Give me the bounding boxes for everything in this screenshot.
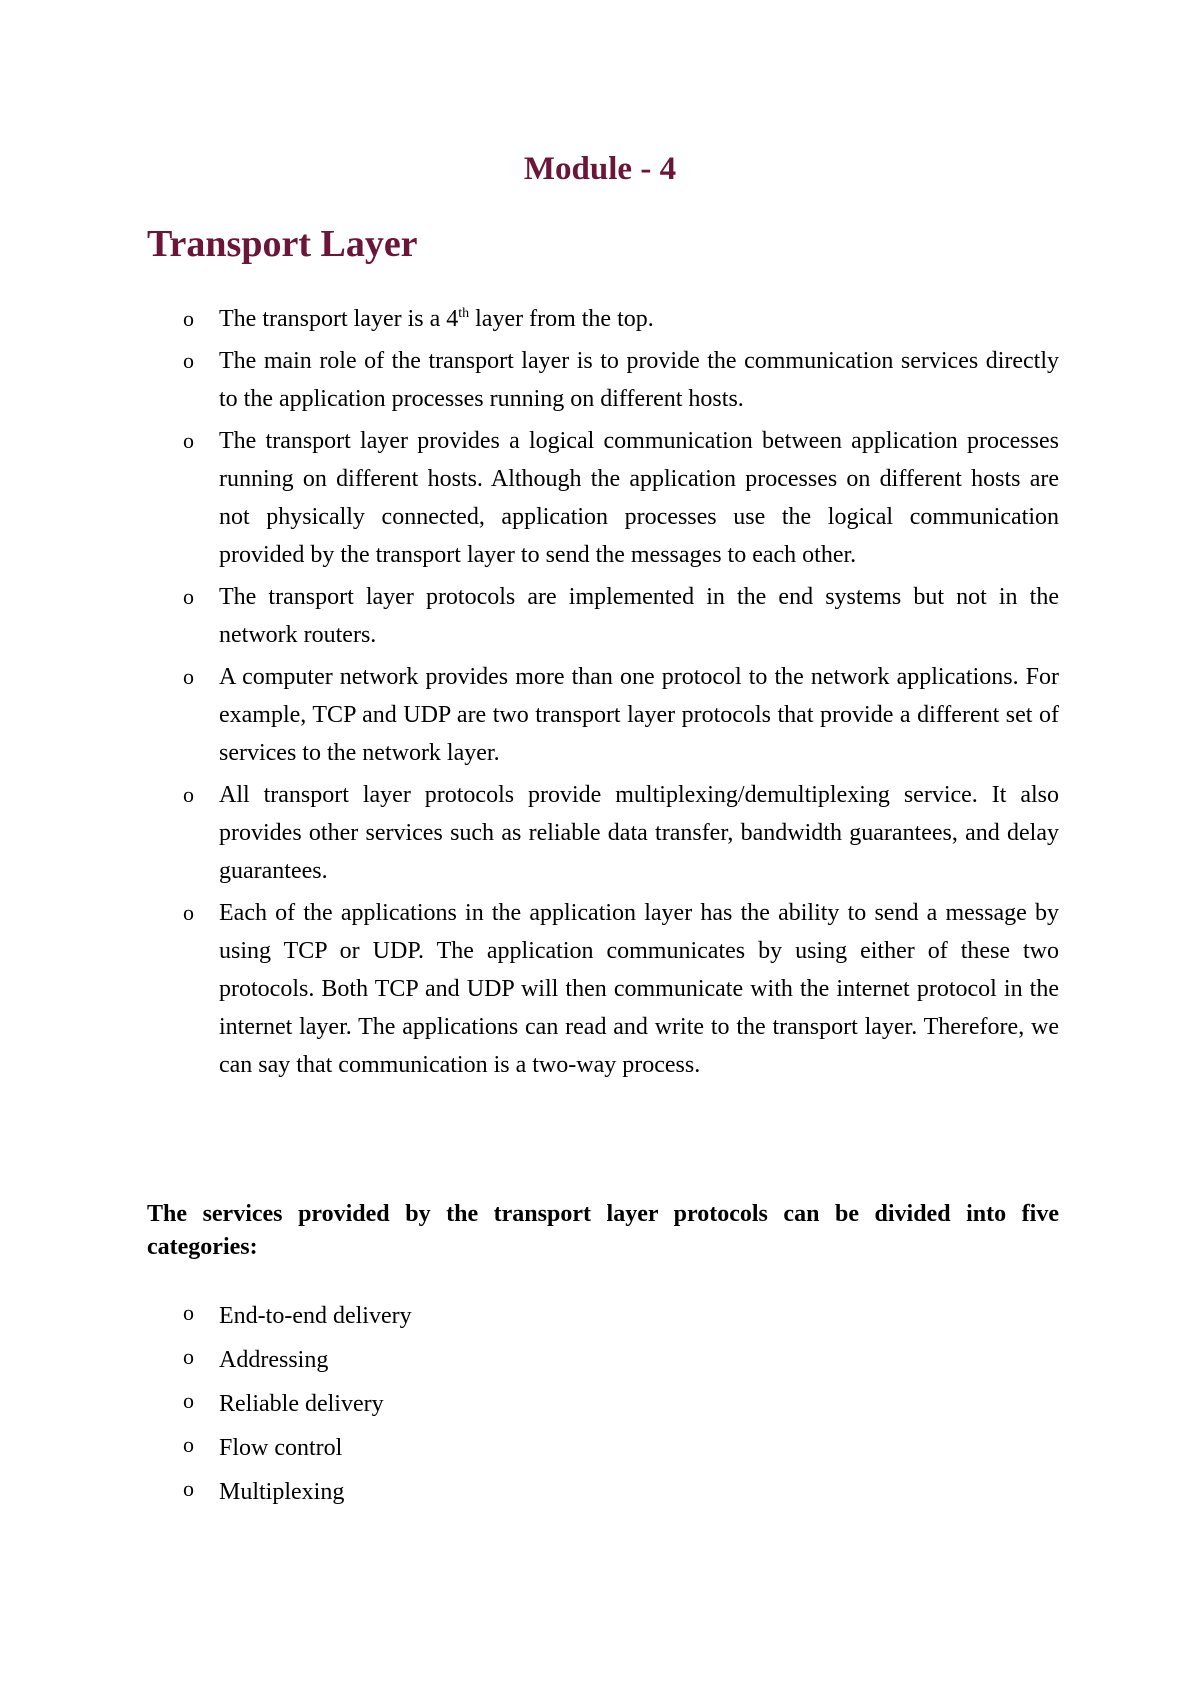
list-item bbox=[183, 1426, 1059, 1470]
list-item bbox=[183, 300, 1059, 338]
list-item bbox=[183, 1382, 1059, 1426]
list-item bbox=[183, 776, 1059, 890]
bullet-marker: o bbox=[183, 1300, 194, 1325]
list-item bbox=[183, 1470, 1059, 1514]
category-list bbox=[0, 1294, 1200, 1514]
list-item bbox=[183, 1338, 1059, 1382]
list-item bbox=[183, 578, 1059, 654]
services-intro: The services provided by the transport layer protocols can be divided into five categories: bbox=[147, 1201, 1059, 1260]
bullet-text: Each of the applications in the application layer has the ability to send a message by using TCP or UDP. The application communicates by using either of these two protocols. Both TCP and UDP will then communicate with the internet protocol in the internet layer. The applications can read and write to the transport layer. Therefore, we can say that communication is a two-way process. bbox=[219, 900, 1059, 1078]
category-text: Addressing bbox=[219, 1347, 329, 1373]
category-text: End-to-end delivery bbox=[219, 1303, 412, 1329]
category-text: Reliable delivery bbox=[219, 1391, 384, 1417]
list-item bbox=[183, 894, 1059, 1084]
bullet-text: The main role of the transport layer is to provide the communication services directly to the application processes running on different hosts. bbox=[219, 348, 1059, 412]
bullet-marker: o bbox=[183, 782, 194, 807]
bullet-marker: o bbox=[183, 1476, 194, 1501]
bullet-text: All transport layer protocols provide multiplexing/demultiplexing service. It also provides other services such as reliable data transfer, bandwidth guarantees, and delay guarantees. bbox=[219, 782, 1059, 884]
bullet-marker: o bbox=[183, 306, 194, 331]
list-item bbox=[183, 658, 1059, 772]
bullet-marker: o bbox=[183, 584, 194, 609]
list-item bbox=[183, 1294, 1059, 1338]
bullet-marker: o bbox=[183, 900, 194, 925]
superscript: th bbox=[458, 306, 470, 321]
bullet-marker: o bbox=[183, 664, 194, 689]
category-text: Multiplexing bbox=[219, 1479, 345, 1505]
bullet-text: The transport layer provides a logical communication between application processes running on different hosts. Although the application processes on different hosts are not physically connected, application processes use the logical communication provided by the transport layer to send the messages to each other. bbox=[219, 428, 1059, 568]
bullet-text: A computer network provides more than one protocol to the network applications. For example, TCP and UDP are two transport layer protocols that provide a different set of services to the network layer. bbox=[219, 664, 1059, 766]
list-item bbox=[183, 422, 1059, 574]
category-text: Flow control bbox=[219, 1435, 343, 1461]
module-title: Module - 4 bbox=[523, 151, 677, 187]
bullet-list bbox=[0, 300, 1200, 1088]
bullet-text: The transport layer protocols are implemented in the end systems but not in the network routers. bbox=[219, 584, 1059, 648]
section-heading: Transport Layer bbox=[147, 223, 418, 265]
bullet-marker: o bbox=[183, 428, 194, 453]
bullet-text: layer from the top. bbox=[469, 306, 654, 332]
bullet-marker: o bbox=[183, 1344, 194, 1369]
list-item bbox=[183, 342, 1059, 418]
bullet-text: The transport layer is a 4 bbox=[219, 306, 459, 332]
bullet-marker: o bbox=[183, 1388, 194, 1413]
bullet-marker: o bbox=[183, 1432, 194, 1457]
bullet-marker: o bbox=[183, 348, 194, 373]
